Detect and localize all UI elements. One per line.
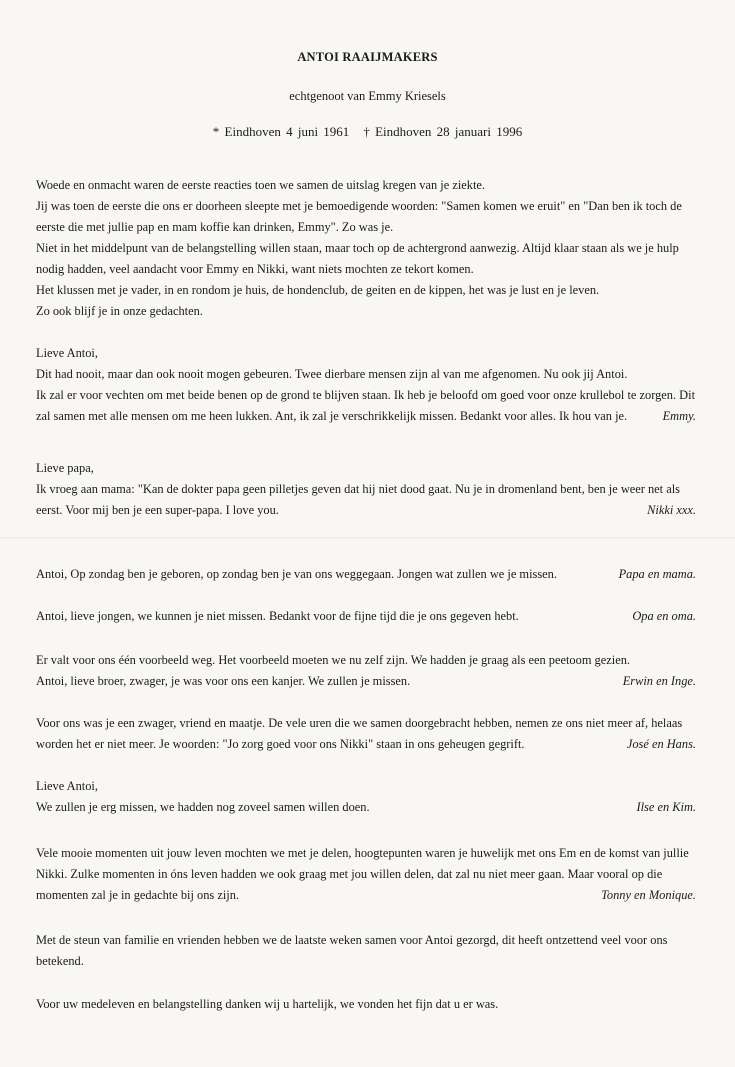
tonny-message bbox=[36, 843, 696, 906]
nikki-message bbox=[36, 458, 696, 521]
intro-paragraph: Woede en onmacht waren de eerste reacties toen we samen de uitslag kregen van je ziekte. bbox=[36, 178, 485, 192]
spouse-line: echtgenoot van Emmy Kriesels bbox=[289, 89, 446, 103]
dates-line bbox=[0, 124, 735, 140]
birth-date: * Eindhoven 4 juni 1961 bbox=[212, 124, 350, 139]
death-date: † Eindhoven 28 januari 1996 bbox=[363, 124, 523, 139]
message-line: Antoi, lieve broer, zwager, je was voor ons een kanjer. We zullen je missen. bbox=[36, 674, 411, 688]
message-line: Antoi, lieve jongen, we kunnen je niet missen. Bedankt voor de fijne tijd die je ons gegeven hebt. bbox=[36, 609, 519, 623]
deceased-name: ANTOI RAAIJMAKERS bbox=[297, 50, 438, 64]
greeting: Lieve papa, bbox=[36, 461, 94, 475]
page-fold bbox=[0, 537, 735, 539]
message-line: Voor ons was je een zwager, vriend en maatje. De vele uren die we samen doorgebracht hebben, nemen ze ons niet meer af, helaas worden het er niet meer. Je woorden: "Jo zorg goed voor ons Nikki" staan in ons geheugen gegrift. José en Hans. bbox=[36, 713, 696, 755]
signature: Tonny en Monique. bbox=[601, 888, 696, 902]
greeting: Lieve Antoi, bbox=[36, 346, 98, 360]
message-line: Ik zal er voor vechten om met beide benen op de grond te blijven staan. Ik heb je beloofd om goed voor onze krullebol te zorgen. Dit zal samen met alle mensen om me heen lukken. Ant, ik zal je verschrikkelijk missen. Bedankt voor alles. Ik hou van je. Emmy. bbox=[36, 385, 696, 427]
emmy-message bbox=[36, 343, 696, 427]
header bbox=[0, 50, 735, 140]
intro-paragraph: Zo ook blijf je in onze gedachten. bbox=[36, 304, 203, 318]
parents-message bbox=[36, 564, 696, 585]
thanks-note bbox=[36, 994, 696, 1015]
jose-message bbox=[36, 713, 696, 755]
message-line: We zullen je erg missen, we hadden nog zoveel samen willen doen. bbox=[36, 800, 370, 814]
message-line: Antoi, Op zondag ben je geboren, op zondag ben je van ons weggegaan. Jongen wat zullen we je missen. bbox=[36, 567, 557, 581]
message-line: Voor uw medeleven en belangstelling danken wij u hartelijk, we vonden het fijn dat u er was. bbox=[36, 997, 499, 1011]
signature: Opa en oma. bbox=[632, 609, 696, 623]
signature: José en Hans. bbox=[626, 737, 696, 751]
intro-paragraph: Niet in het middelpunt van de belangstelling willen staan, maar toch op de achtergrond aanwezig. Altijd klaar staan als we je hulp nodig hadden, veel aandacht voor Emmy en Nikki, want niets mochten ze tekort komen. bbox=[36, 241, 679, 276]
erwin-message bbox=[36, 650, 696, 692]
family-note bbox=[36, 930, 696, 972]
ilse-message bbox=[36, 776, 696, 818]
intro-paragraph: Jij was toen de eerste die ons er doorheen sleepte met je bemoedigende woorden: "Samen komen we eruit" en "Dan ben ik toch de eerste die met jullie pap en mam koffie kan drinken, Emmy". Zo was je. bbox=[36, 199, 682, 234]
signature: Emmy. bbox=[662, 409, 696, 423]
signature: Ilse en Kim. bbox=[636, 800, 696, 814]
grandparents-message bbox=[36, 606, 696, 627]
message-line: Er valt voor ons één voorbeeld weg. Het voorbeeld moeten we nu zelf zijn. We hadden je graag als een peetoom gezien. bbox=[36, 653, 630, 667]
signature: Erwin en Inge. bbox=[622, 674, 696, 688]
signature: Nikki xxx. bbox=[647, 503, 696, 517]
message-line: Vele mooie momenten uit jouw leven mochten we met je delen, hoogtepunten waren je huwelijk met ons Em en de komst van jullie Nikki. Zulke momenten in óns leven hadden we ook graag met jou willen delen, dat zal nu niet meer gaan. Maar vooral op die momenten zal je in gedachte bij ons zijn. Tonny en Monique. bbox=[36, 843, 696, 906]
signature: Papa en mama. bbox=[618, 567, 696, 581]
intro-paragraph: Het klussen met je vader, in en rondom je huis, de hondenclub, de geiten en de kippen, het was je lust en je leven. bbox=[36, 283, 600, 297]
message-line: Met de steun van familie en vrienden hebben we de laatste weken samen voor Antoi gezorgd, dit heeft ontzettend veel voor ons betekend. bbox=[36, 933, 668, 968]
message-line: Ik vroeg aan mama: "Kan de dokter papa geen pilletjes geven dat hij niet dood gaat. Nu je in dromenland bent, ben je weer net als eerst. Voor mij ben je een super-papa. I love you. Nikki xxx. bbox=[36, 479, 696, 521]
intro-text bbox=[36, 175, 696, 322]
message-line: Dit had nooit, maar dan ook nooit mogen gebeuren. Twee dierbare mensen zijn al van me afgenomen. Nu ook jij Antoi. bbox=[36, 367, 628, 381]
greeting: Lieve Antoi, bbox=[36, 779, 98, 793]
